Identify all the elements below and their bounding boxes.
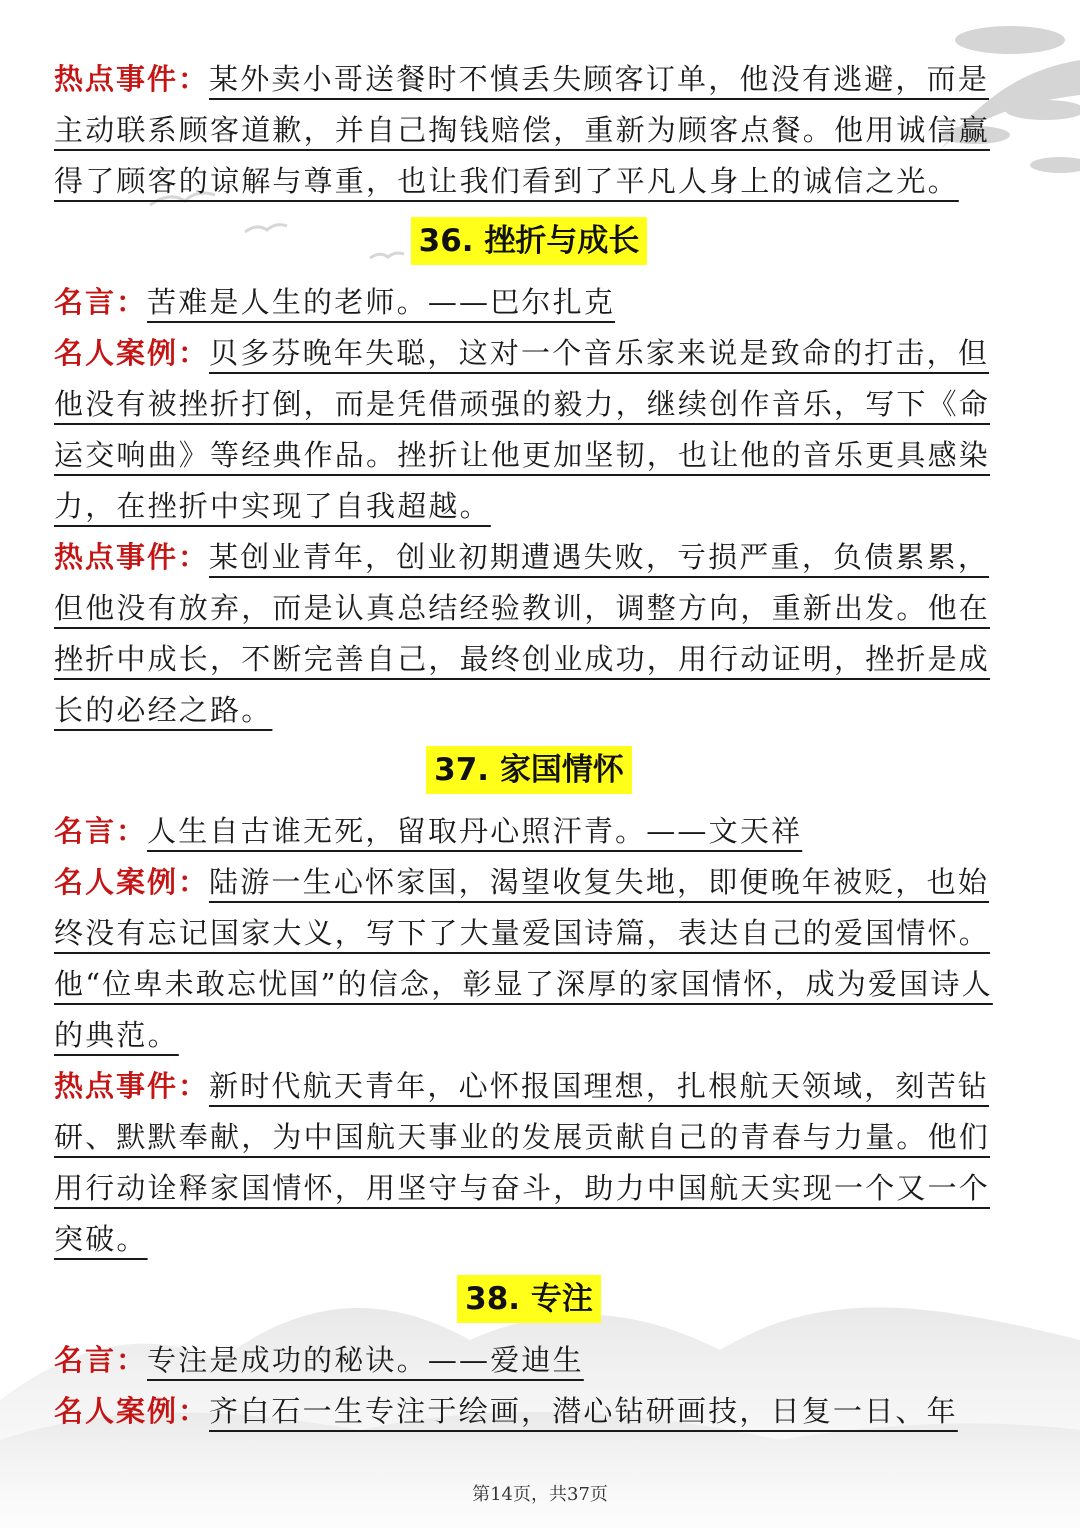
section-title: 37. 家国情怀 xyxy=(426,746,632,794)
case-paragraph-38 xyxy=(54,1386,1004,1437)
hot-event-text: 某外卖小哥送餐时不慎丢失顾客订单，他没有逃避，而是主动联系顾客道歉，并自己掏钱赔偿，重新为顾客点餐。他用诚信赢得了顾客的谅解与尊重，也让我们看到了平凡人身上的诚信之光。 xyxy=(54,62,991,198)
page-number-footer: 第14页，共37页 xyxy=(472,1484,608,1505)
event-paragraph-37 xyxy=(54,1061,1004,1265)
intro-hot-event-paragraph xyxy=(54,54,1004,207)
section-title: 36. 挫折与成长 xyxy=(411,217,648,265)
case-text: 陆游一生心怀家国，渴望收复失地，即便晚年被贬，也始终没有忘记国家大义，写下了大量爱国诗篇，表达自己的爱国情怀。他“位卑未敢忘忧国”的信念，彰显了深厚的家国情怀，成为爱国诗人的典范。 xyxy=(54,865,993,1052)
celebrity-case-label: 名人案例： xyxy=(54,336,210,370)
section-heading-37 xyxy=(54,746,1004,800)
quote-text: 人生自古谁无死，留取丹心照汗青。——文天祥 xyxy=(147,814,803,848)
section-heading-36 xyxy=(54,217,1004,271)
hot-event-label: 热点事件： xyxy=(54,62,210,96)
case-text: 齐白石一生专注于绘画，潜心钻研画技，日复一日、年 xyxy=(209,1394,958,1428)
quote-label: 名言： xyxy=(54,285,148,319)
quote-label: 名言： xyxy=(54,814,148,848)
page-content xyxy=(54,54,1004,1437)
quote-text: 专注是成功的秘诀。——爱迪生 xyxy=(147,1343,584,1377)
section-title: 38. 专注 xyxy=(457,1275,601,1323)
event-text: 新时代航天青年，心怀报国理想，扎根航天领域，刻苦钻研、默默奉献，为中国航天事业的发展贡献自己的青春与力量。他们用行动诠释家国情怀，用坚守与奋斗，助力中国航天实现一个又一个突破。 xyxy=(54,1069,991,1256)
celebrity-case-label: 名人案例： xyxy=(54,1394,210,1428)
quote-text: 苦难是人生的老师。——巴尔扎克 xyxy=(147,285,616,319)
celebrity-case-label: 名人案例： xyxy=(54,865,210,899)
hot-event-label: 热点事件： xyxy=(54,540,210,574)
case-paragraph-36 xyxy=(54,328,1004,532)
quote-paragraph-38 xyxy=(54,1335,1004,1386)
event-paragraph-36 xyxy=(54,532,1004,736)
quote-paragraph-37 xyxy=(54,806,1004,857)
event-text: 某创业青年，创业初期遭遇失败，亏损严重，负债累累，但他没有放弃，而是认真总结经验教训，调整方向，重新出发。他在挫折中成长，不断完善自己，最终创业成功，用行动证明，挫折是成长的必经之路。 xyxy=(54,540,991,727)
case-paragraph-37 xyxy=(54,857,1004,1061)
case-text: 贝多芬晚年失聪，这对一个音乐家来说是致命的打击，但他没有被挫折打倒，而是凭借顽强的毅力，继续创作音乐，写下《命运交响曲》等经典作品。挫折让他更加坚韧，也让他的音乐更具感染力，在挫折中实现了自我超越。 xyxy=(54,336,991,523)
section-heading-38 xyxy=(54,1275,1004,1329)
hot-event-label: 热点事件： xyxy=(54,1069,210,1103)
quote-paragraph-36 xyxy=(54,277,1004,328)
quote-label: 名言： xyxy=(54,1343,148,1377)
